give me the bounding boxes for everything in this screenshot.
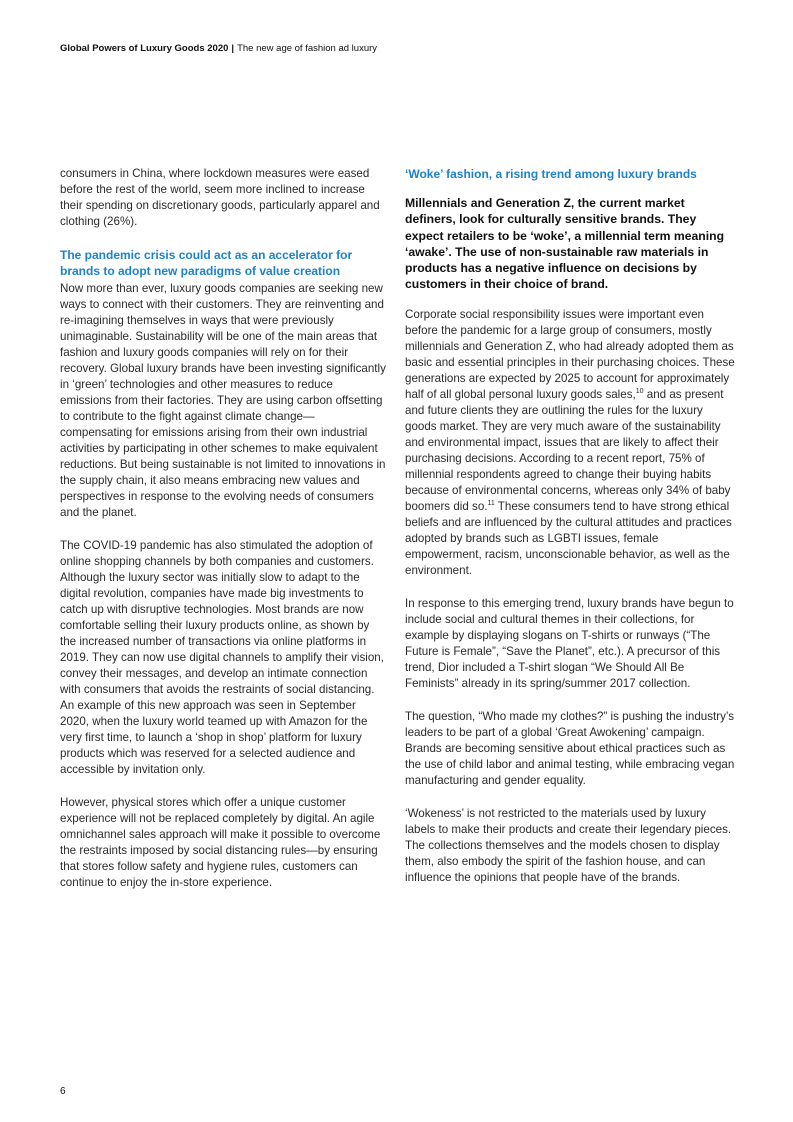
right-column	[405, 166, 737, 903]
page-number: 6	[60, 1086, 66, 1097]
intro-paragraph: consumers in China, where lockdown measures were eased before the rest of the world, seem more inclined to increase their spending on discretionary goods, particularly apparel and clothing (26%).	[60, 167, 380, 228]
body-paragraph: In response to this emerging trend, luxury brands have begun to include social and cultural themes in their collections, for example by displaying slogans on T-shirts or runways (“The Future is Female”, “Save the Planet”, etc.). A precursor of this trend, Dior included a T-shirt slogan “We Should All Be Feminists” already in its spring/summer 2017 collection.	[405, 596, 734, 690]
report-title: Global Powers of Luxury Goods 2020	[60, 43, 229, 54]
lead-paragraph: Millennials and Generation Z, the current market definers, look for culturally sensitive brands. They expect retailers to be ‘woke’, a millennial term meaning ‘awake’. The use of non-sustainable raw materials in products has a negative influence on decisions by customers in their choice of brand.	[405, 196, 725, 292]
paragraph-text: and as present and future clients they are outlining the rules for the luxury goods market. They are very much aware of the sustainability and environmental impact, issues that are likely to affect their purchasing decisions. According to a recent report, 75% of millennial respondents agreed to change their buying habits because of environmental concerns, whereas only 34% of baby boomers did so.	[405, 387, 731, 513]
section-heading-woke: ‘Woke’ fashion, a rising trend among luxury brands	[405, 167, 697, 181]
paragraph-text: Corporate social responsibility issues were important even before the pandemic for a large group of consumers, mostly millennials and Generation Z, who had already adopted them as basic and essential principles in their purchasing choices. These generations are expected by 2025 to account for approximately half of all global personal luxury goods sales,	[405, 307, 735, 401]
body-paragraph: Now more than ever, luxury goods companies are seeking new ways to connect with their customers. They are reinventing and re-imagining themselves in ways that were previously unimaginable. Sustainability will be one of the main areas that fashion and luxury goods companies will rely on for their recovery. Global luxury brands have been investing significantly in ‘green’ technologies and other measures to reduce emissions from their factories. They are using carbon offsetting to contribute to the fight against climate change—compensating for emissions arising from their own industrial activities by participating in other schemes to make equivalent reductions. But being sustainable is not limited to innovations in the supply chain, it also means embracing new values and perspectives in response to the evolving needs of consumers and the planet.	[60, 282, 386, 519]
section-heading-pandemic: The pandemic crisis could act as an accelerator for brands to adopt new paradigms of value creation	[60, 248, 353, 278]
running-header	[60, 43, 377, 54]
left-column	[60, 166, 386, 908]
body-paragraph: However, physical stores which offer a unique customer experience will not be replaced completely by digital. An agile omnichannel sales approach will make it possible to overcome the restraints imposed by social distancing rules—by ensuring that stores follow safety and hygiene rules, customers can continue to enjoy the in-store experience.	[60, 796, 381, 889]
footnote-marker: 10	[635, 387, 644, 395]
report-subtitle: The new age of fashion ad luxury	[237, 43, 378, 54]
body-paragraph: ‘Wokeness’ is not restricted to the materials used by luxury labels to make their products and create their legendary pieces. The collections themselves and the models chosen to display them, also embody the spirit of the fashion house, and can influence the opinions that people have of the brands.	[405, 806, 732, 884]
body-paragraph: The COVID-19 pandemic has also stimulated the adoption of online shopping channels by both companies and customers. Although the luxury sector was initially slow to adapt to the digital revolution, companies have made big investments to catch up with disruptive technologies. Most brands are now comfortable selling their luxury products online, as shown by the increased number of transactions via online platforms in 2019. They can now use digital channels to amplify their vision, convey their messages, and develop an intimate connection with consumers that avoids the restraints of social distancing. An example of this new approach was seen in September 2020, when the luxury world teamed up with Amazon for the very first time, to launch a ‘shop in shop’ platform for luxury products which was reserved for a selected audience and accessible by invitation only.	[60, 539, 384, 776]
header-separator: |	[231, 43, 235, 54]
paragraph-text: These consumers tend to have strong ethical beliefs and are influenced by the cultural attitudes and practices adopted by brands such as LGBTI issues, female empowerment, racism, unconscionable behavior, as well as the environment.	[405, 499, 732, 577]
footnote-marker: 11	[487, 499, 495, 507]
body-paragraph: The question, “Who made my clothes?” is pushing the industry’s leaders to be part of a global ‘Great Awokening’ campaign. Brands are becoming sensitive about ethical practices such as the use of child labor and animal testing, while embracing vegan manufacturing and gender equality.	[405, 709, 735, 787]
body-paragraph	[405, 307, 737, 579]
